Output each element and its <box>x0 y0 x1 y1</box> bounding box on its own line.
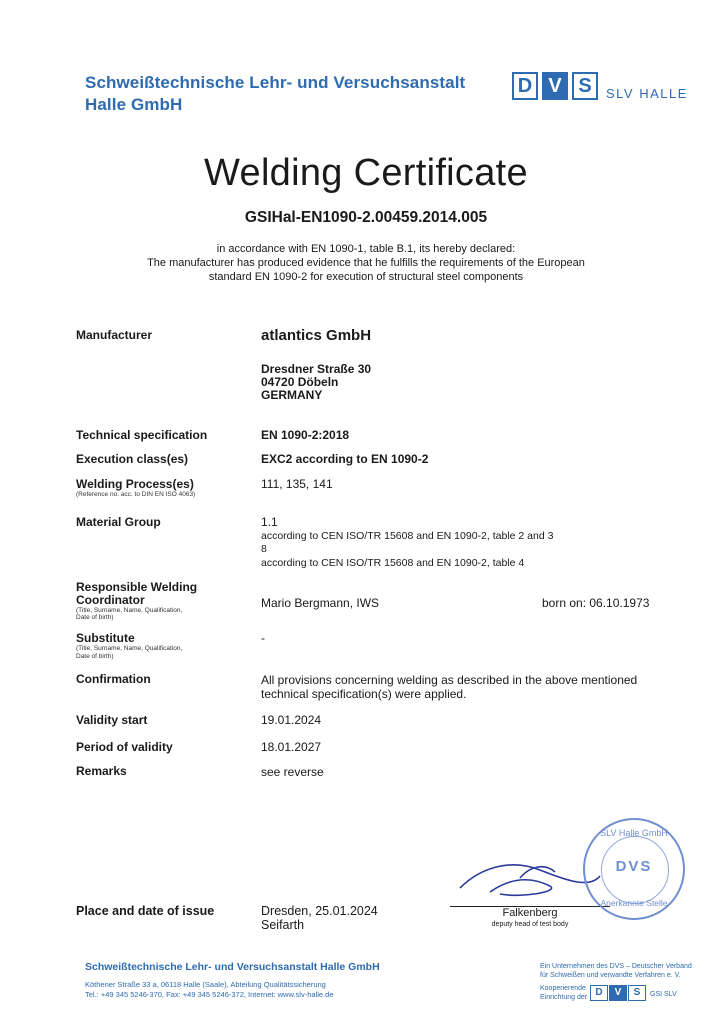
period-label: Period of validity <box>76 740 173 754</box>
welding-process-value: 111, 135, 141 <box>261 477 333 491</box>
substitute-sublabel-line2: Date of birth) <box>76 653 114 660</box>
material-group-label: Material Group <box>76 515 161 529</box>
material-group-2-ref: according to CEN ISO/TR 15608 and EN 1090-2, table 4 <box>261 557 525 569</box>
stamp-center: DVS <box>615 858 653 875</box>
validity-start-label: Validity start <box>76 713 148 727</box>
certificate-title: Welding Certificate <box>204 152 528 194</box>
execution-class-label: Execution class(es) <box>76 452 189 466</box>
execution-class-value: EXC2 according to EN 1090-2 <box>261 452 429 466</box>
welding-process-label: Welding Process(es) <box>76 477 194 491</box>
logo-letter-s: S <box>572 72 598 100</box>
issue-place-date: Dresden, 25.01.2024 <box>261 904 378 918</box>
manufacturer-label: Manufacturer <box>76 328 153 342</box>
confirmation-line1: All provisions concerning welding as described in the above mentioned <box>261 673 638 687</box>
footer-affiliation-line2: für Schweißen und verwandte Verfahren e. V. <box>540 972 681 979</box>
coordinator-label-line1: Responsible Welding <box>76 580 198 594</box>
substitute-value: - <box>261 631 265 645</box>
remarks-value: see reverse <box>261 765 324 779</box>
certificate-intro <box>0 242 726 284</box>
coordinator-label-line2: Coordinator <box>76 593 145 607</box>
org-name-line2: Halle GmbH <box>85 95 183 114</box>
stamp-text-bottom: Anerkannte Stelle <box>600 898 668 908</box>
issue-label: Place and date of issue <box>76 904 215 918</box>
org-name-line1: Schweißtechnische Lehr- und Versuchsanstalt <box>85 73 466 92</box>
manufacturer-name: atlantics GmbH <box>261 327 372 344</box>
coordinator-sublabel-line1: (Title, Surname, Name, Qualification, <box>76 607 183 614</box>
material-group-1: 1.1 <box>261 515 278 529</box>
intro-line-2: The manufacturer has produced evidence that he fulfills the requirements of the European <box>147 257 585 269</box>
manufacturer-country: GERMANY <box>261 388 323 402</box>
footer-affiliation-line1: Ein Unternehmen des DVS – Deutscher Verband <box>540 963 692 970</box>
footer-dvs-logo-icon <box>590 985 677 1003</box>
official-stamp-icon <box>583 818 685 920</box>
material-group-1-ref: according to CEN ISO/TR 15608 and EN 1090-2, table 2 and 3 <box>261 530 554 542</box>
issue-issuer: Seifarth <box>261 918 305 932</box>
technical-spec-value: EN 1090-2:2018 <box>261 428 350 442</box>
intro-line-3: standard EN 1090-2 for execution of structural steel components <box>208 271 524 283</box>
validity-start-value: 19.01.2024 <box>261 713 322 727</box>
signer-role: deputy head of test body <box>491 921 569 928</box>
coordinator-sublabel-line2: Date of birth) <box>76 614 114 621</box>
footer-org: Schweißtechnische Lehr- und Versuchsanstalt Halle GmbH <box>85 961 380 973</box>
footer-logo-v: V <box>609 985 627 1001</box>
footer-affiliation-line3: Kooperierende <box>540 985 586 992</box>
footer-address <box>85 980 334 1000</box>
material-group-2: 8 <box>261 543 267 555</box>
footer-address-line2: Tel.: +49 345 5246-370, Fax: +49 345 5246-372, Internet: www.slv-halle.de <box>85 990 334 999</box>
confirmation-line2: technical specification(s) were applied. <box>261 687 467 701</box>
confirmation-label: Confirmation <box>76 672 151 686</box>
dvs-logo-icon <box>512 72 692 106</box>
manufacturer-street: Dresdner Straße 30 <box>261 362 372 376</box>
intro-line-1: in accordance with EN 1090-1, table B.1, its hereby declared: <box>216 243 516 255</box>
logo-letter-d: D <box>512 72 538 100</box>
coordinator-birthdate: born on: 06.10.1973 <box>542 596 650 610</box>
logo-subtitle: SLV HALLE <box>606 86 688 101</box>
period-value: 18.01.2027 <box>261 740 322 754</box>
stamp-text-top: SLV Halle GmbH <box>600 828 668 838</box>
substitute-sublabel-line1: (Title, Surname, Name, Qualification, <box>76 645 183 652</box>
remarks-label: Remarks <box>76 764 127 778</box>
footer-address-line1: Köthener Straße 33 a, 06118 Halle (Saale), Abteilung Qualitätssicherung <box>85 980 326 989</box>
technical-spec-label: Technical specification <box>76 428 208 442</box>
certificate-number: GSIHal-EN1090-2.00459.2014.005 <box>244 209 488 226</box>
footer-logo-subtitle: GSI SLV <box>650 991 677 998</box>
welding-process-sublabel: (Reference no. acc. to DIN EN ISO 4063) <box>76 491 196 498</box>
substitute-label: Substitute <box>76 631 135 645</box>
logo-letter-v: V <box>542 72 568 100</box>
coordinator-value: Mario Bergmann, IWS <box>261 596 380 610</box>
footer-logo-s: S <box>628 985 646 1001</box>
footer-logo-d: D <box>590 985 608 1001</box>
manufacturer-city: 04720 Döbeln <box>261 375 339 389</box>
footer-affiliation-line4: Einrichtung der <box>540 994 588 1001</box>
signer-name: Falkenberg <box>502 907 558 919</box>
